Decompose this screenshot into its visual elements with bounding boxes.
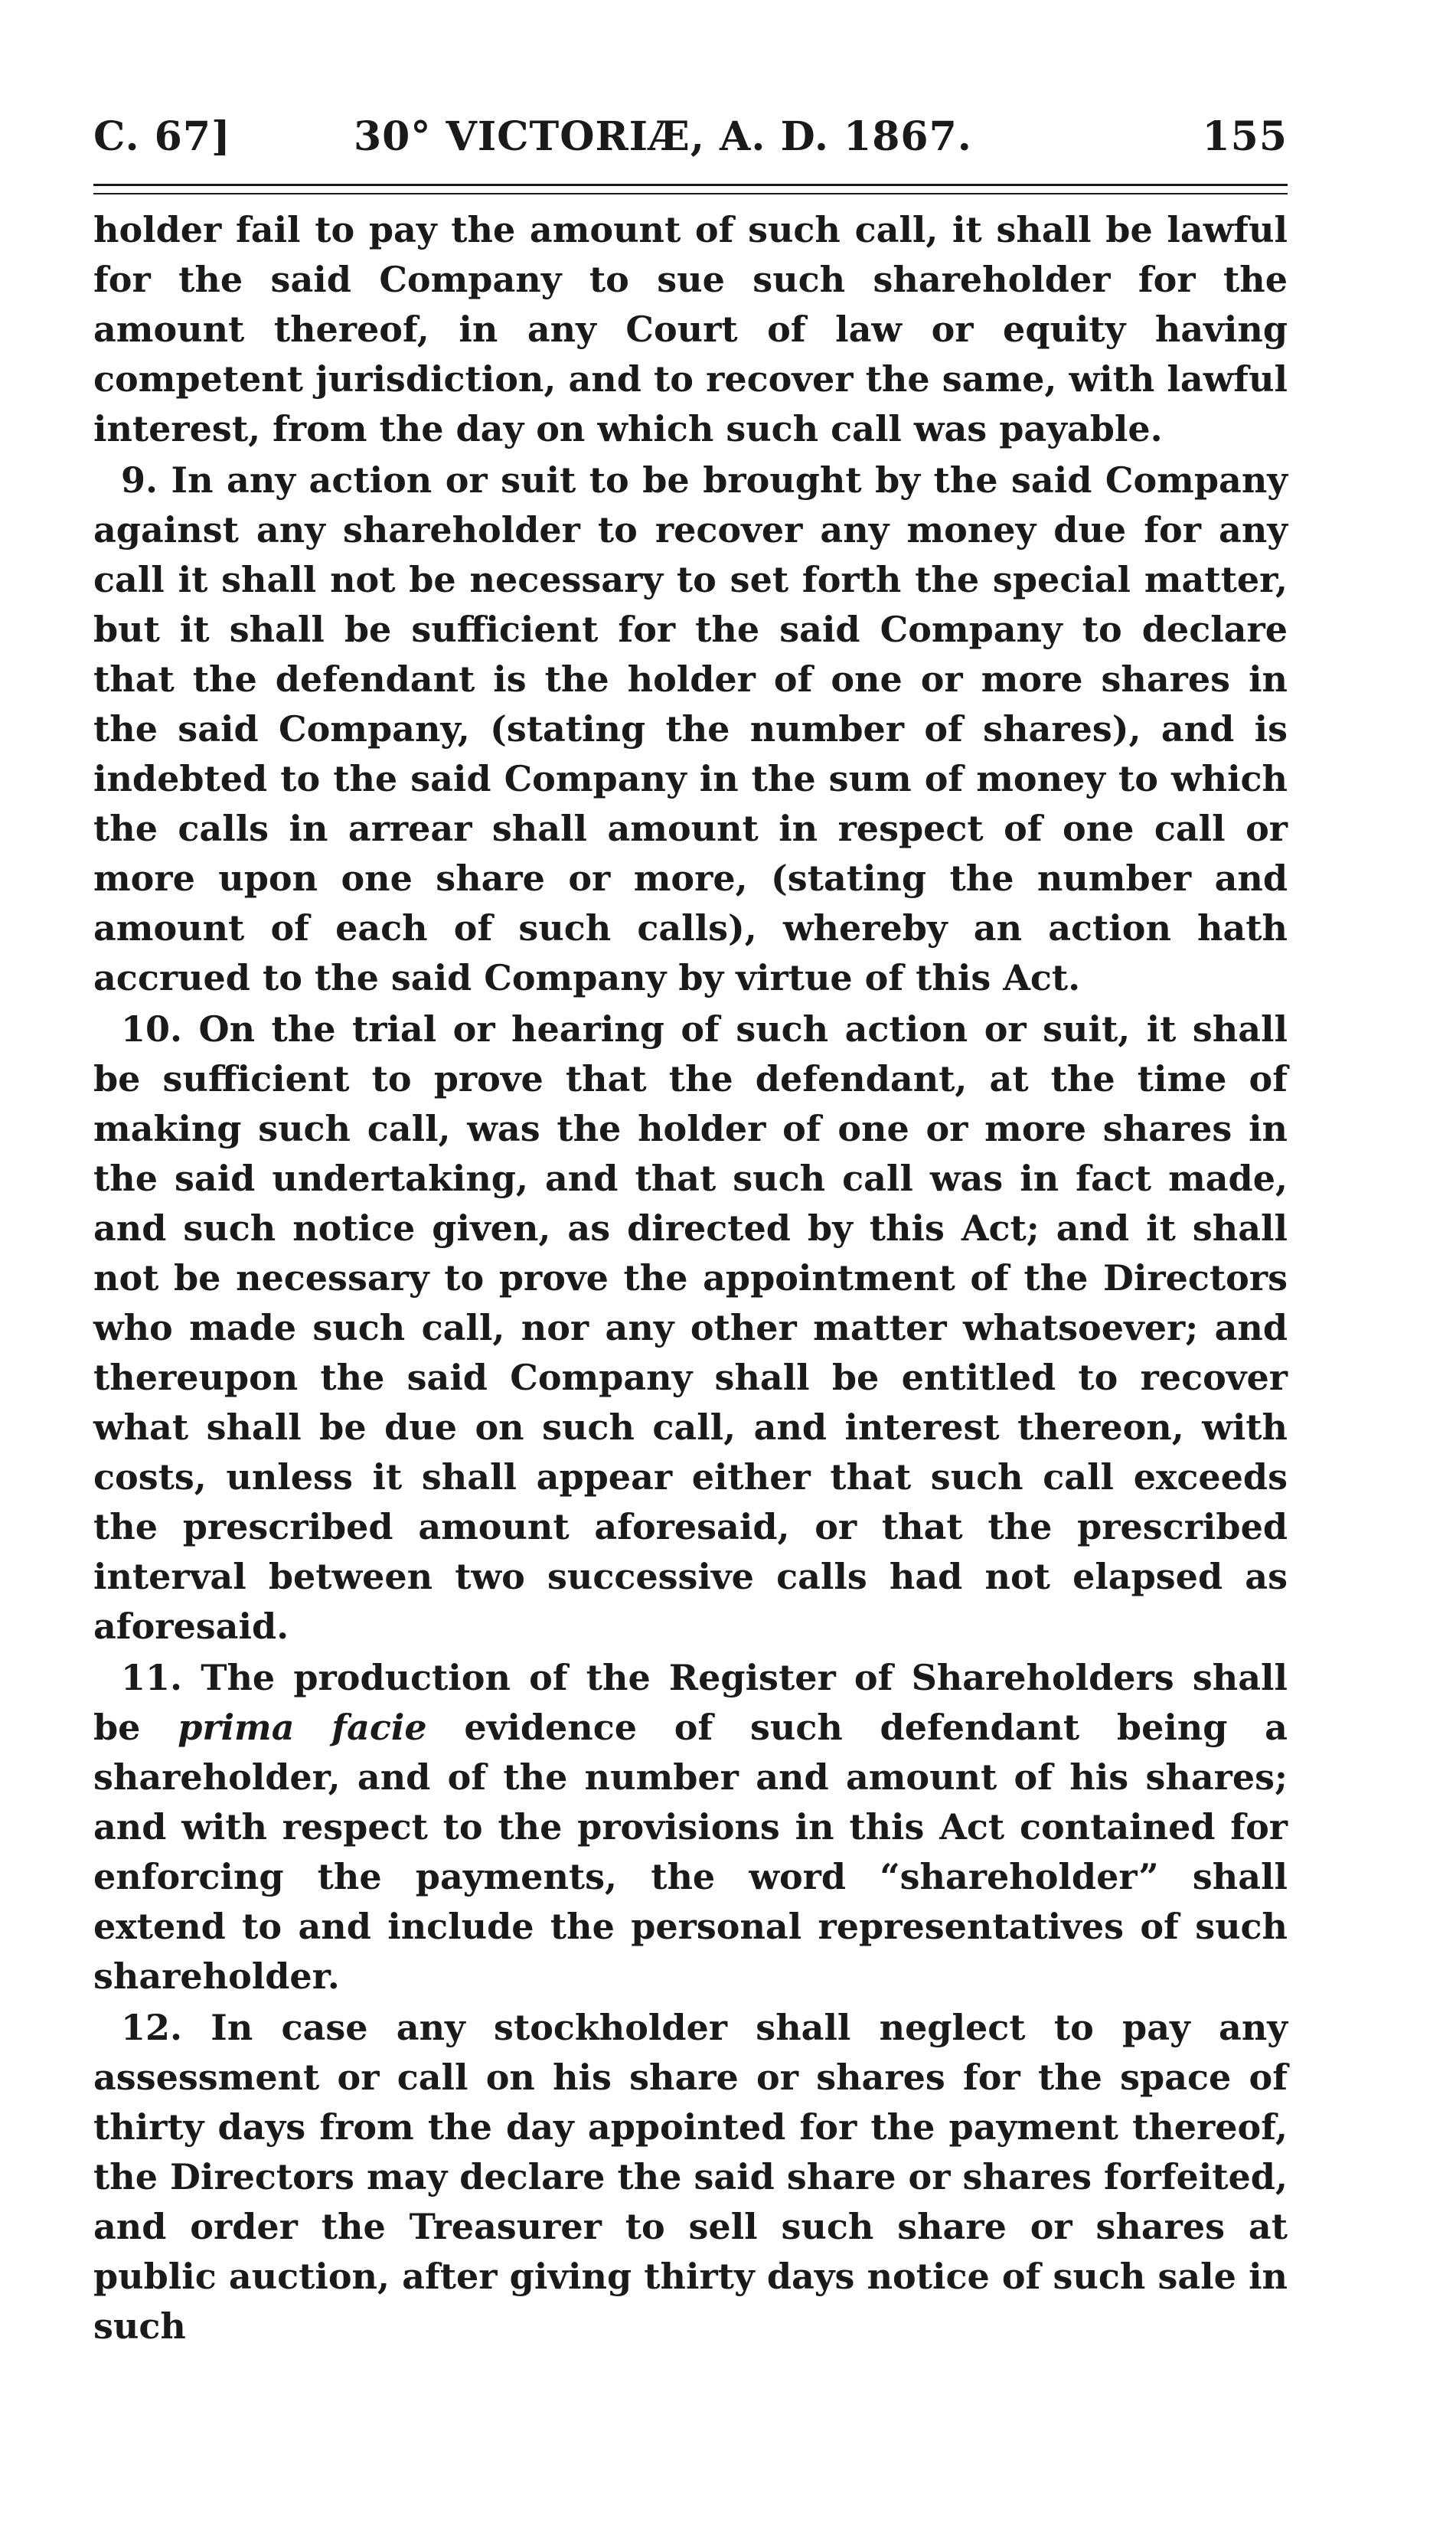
section-9-paragraph: 9. In any action or suit to be brought by the said Company against any shareholder to recover any money due for any call it shall not be necessary to set forth the special matter, but it shall be sufficient for the said Company to declare that the defendant is the holder of one or more shares in the said Company, (stating the number of shares), and is indebted to the said Company in the sum of money to which the calls in arrear shall amount in respect of one call or more upon one share or more, (stating the number and amount of each of such calls), whereby an action hath accrued to the said Company by virtue of this Act.	[93, 459, 1288, 998]
statute-title: 30° VICTORIÆ, A. D. 1867.	[354, 113, 972, 160]
body-text	[93, 205, 1288, 2351]
header-rule-top	[93, 184, 1288, 186]
page-number: 155	[1202, 113, 1288, 160]
header-rule-bottom	[93, 193, 1288, 194]
section-11-paragraph	[93, 1653, 1288, 2001]
paragraph-continuation: holder fail to pay the amount of such call, it shall be lawful for the said Company to sue such shareholder for the amount thereof, in any Court of law or equity having competent jurisdiction, and to recover the same, with lawful interest, from the day on which such call was payable.	[93, 209, 1288, 449]
running-header	[93, 113, 1288, 175]
section-11-italic-phrase: prima facie	[178, 1707, 427, 1748]
section-11-text-start: 11. The production of the Register of Shareholders shall be	[93, 1657, 1288, 1748]
chapter-reference: C. 67]	[93, 113, 231, 160]
section-10-paragraph: 10. On the trial or hearing of such action or suit, it shall be sufficient to prove that the defendant, at the time of making such call, was the holder of one or more shares in the said undertaking, and that such call was in fact made, and such notice given, as directed by this Act; and it shall not be necessary to prove the appointment of the Directors who made such call, nor any other matter whatsoever; and thereupon the said Company shall be entitled to recover what shall be due on such call, and interest thereon, with costs, unless it shall appear either that such call exceeds the prescribed amount aforesaid, or that the prescribed interval between two successive calls had not elapsed as aforesaid.	[93, 1008, 1288, 1647]
section-12-paragraph: 12. In case any stockholder shall neglect to pay any assessment or call on his share or shares for the space of thirty days from the day appointed for the payment thereof, the Directors may declare the said share or shares forfeited, and order the Treasurer to sell such share or shares at public auction, after giving thirty days notice of such sale in such	[93, 2007, 1288, 2347]
section-11-text-end: evidence of such defendant being a shareholder, and of the number and amount of his shares; and with respect to the provisions in this Act contained for enforcing the payments, the word “shareholder” shall extend to and include the personal representatives of such shareholder.	[93, 1707, 1288, 1997]
